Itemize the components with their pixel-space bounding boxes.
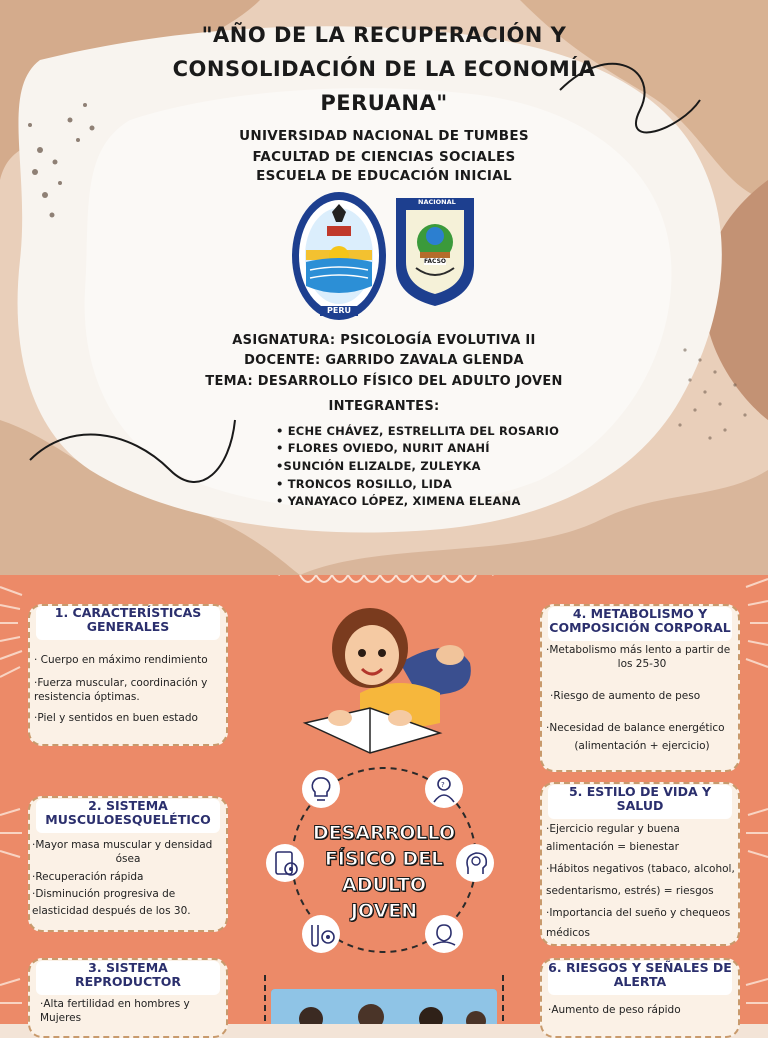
- card-2-item: elasticidad después de los 30.: [32, 905, 191, 917]
- card-6-title-line: ALERTA: [613, 974, 667, 989]
- card-1-item: ·Piel y sentidos en buen estado: [34, 712, 198, 724]
- member-item: • ECHE CHÁVEZ, ESTRELLITA DEL ROSARIO: [276, 424, 560, 438]
- topic-line: TEMA: DESARROLLO FÍSICO DEL ADULTO JOVEN: [205, 374, 563, 389]
- members-title: INTEGRANTES:: [328, 399, 440, 414]
- card-2-title: [36, 799, 220, 833]
- person-thinking-icon: [425, 770, 463, 808]
- year-title-line-1: "AÑO DE LA RECUPERACIÓN Y: [201, 23, 567, 47]
- card-3-title-line: REPRODUCTOR: [74, 974, 182, 989]
- unt-logo: [290, 190, 388, 322]
- card-5-text: [546, 822, 740, 940]
- card-3-item: Mujeres: [40, 1012, 82, 1024]
- card-4-title-line: 4. METABOLISMO Y: [572, 606, 708, 621]
- card-4-item: (alimentación + ejercicio): [574, 740, 710, 752]
- card-2-title-line: 2. SISTEMA: [88, 798, 168, 813]
- center-title-line: FÍSICO DEL: [324, 848, 444, 870]
- center-title-line: JOVEN: [350, 900, 418, 922]
- card-1-item: resistencia óptimas.: [34, 691, 140, 703]
- center-title: [305, 820, 463, 924]
- unt-logo-country: PERU: [327, 306, 351, 315]
- member-item: • TRONCOS ROSILLO, LIDA: [276, 477, 452, 491]
- card-3-text: [40, 997, 224, 1025]
- card-6-title-line: 6. RIESGOS Y SEÑALES DE: [548, 960, 732, 975]
- card-5-item: médicos: [546, 927, 590, 939]
- card-5-item: ·Hábitos negativos (tabaco, alcohol,: [546, 863, 735, 875]
- subject-line: ASIGNATURA: PSICOLOGÍA EVOLUTIVA II: [232, 333, 536, 348]
- card-4-title-line: COMPOSICIÓN CORPORAL: [549, 620, 731, 635]
- card-1-title: [36, 606, 220, 640]
- card-2-item: ·Mayor masa muscular y densidad: [32, 839, 213, 851]
- people-photo: [271, 989, 497, 1024]
- card-5-title-line: 5. ESTILO DE VIDA Y: [568, 784, 712, 799]
- member-item: •SUNCIÓN ELIZALDE, ZULEYKA: [276, 459, 481, 473]
- card-2-title-line: MUSCULOESQUELÉTICO: [45, 812, 211, 827]
- reading-girl-illustration: [300, 593, 480, 758]
- year-title: [150, 18, 618, 120]
- school-name: ESCUELA DE EDUCACIÓN INICIAL: [256, 168, 512, 184]
- card-2-item: ·Disminución progresiva de: [32, 888, 176, 900]
- teacher-line: DOCENTE: GARRIDO ZAVALA GLENDA: [244, 353, 524, 368]
- center-title-line: DESARROLLO: [312, 822, 456, 844]
- card-3-title-line: 3. SISTEMA: [88, 960, 168, 975]
- card-5-item: sedentarismo, estrés) = riesgos: [546, 885, 714, 897]
- card-1-item: ·Fuerza muscular, coordinación y: [34, 677, 208, 689]
- card-4-item: los 25-30: [617, 658, 667, 670]
- card-4-title: [548, 607, 732, 641]
- university-name: UNIVERSIDAD NACIONAL DE TUMBES: [239, 128, 529, 144]
- card-5-title: [548, 785, 732, 819]
- card-2-item: ósea: [115, 853, 141, 865]
- facso-logo: [394, 196, 476, 308]
- year-title-line-2: CONSOLIDACIÓN DE LA ECONOMÍA: [172, 57, 596, 81]
- card-5-item: alimentación = bienestar: [546, 841, 679, 853]
- brain-lightbulb-icon: [302, 770, 340, 808]
- card-5-item: ·Importancia del sueño y chequeos: [546, 907, 731, 919]
- card-4-text: [546, 643, 738, 753]
- card-4-item: ·Metabolismo más lento a partir de: [546, 644, 731, 656]
- card-1-title-line: GENERALES: [86, 619, 170, 634]
- card-4-item: ·Riesgo de aumento de peso: [550, 690, 701, 702]
- card-2-text: [32, 838, 224, 918]
- card-3-item: ·Alta fertilidad en hombres y: [40, 998, 190, 1010]
- svg-text:?: ?: [441, 781, 445, 789]
- card-4-item: ·Necesidad de balance energético: [546, 722, 725, 734]
- card-6-item: ·Aumento de peso rápido: [548, 1004, 681, 1016]
- card-1-title-line: 1. CARACTERÍSTICAS: [54, 605, 202, 620]
- facso-logo-top: NACIONAL: [418, 198, 456, 206]
- card-5-title-line: SALUD: [616, 798, 664, 813]
- clipboard-target-icon: [266, 844, 304, 882]
- card-5-item: ·Ejercicio regular y buena: [546, 823, 680, 835]
- card-2-item: ·Recuperación rápida: [32, 871, 144, 883]
- card-1-text: [34, 653, 224, 725]
- card-6-text: [548, 1003, 734, 1017]
- center-title-line: ADULTO: [342, 874, 426, 896]
- facso-logo-label: FACSO: [424, 258, 446, 265]
- member-item: • FLORES OVIEDO, NURIT ANAHÍ: [276, 441, 490, 455]
- faculty-name: FACULTAD DE CIENCIAS SOCIALES: [252, 149, 516, 165]
- card-1-item: · Cuerpo en máximo rendimiento: [34, 654, 208, 666]
- card-6-title: [548, 961, 732, 995]
- member-item: • YANAYACO LÓPEZ, XIMENA ELEANA: [276, 494, 521, 508]
- card-3-title: [36, 961, 220, 995]
- year-title-line-3: PERUANA": [320, 91, 448, 115]
